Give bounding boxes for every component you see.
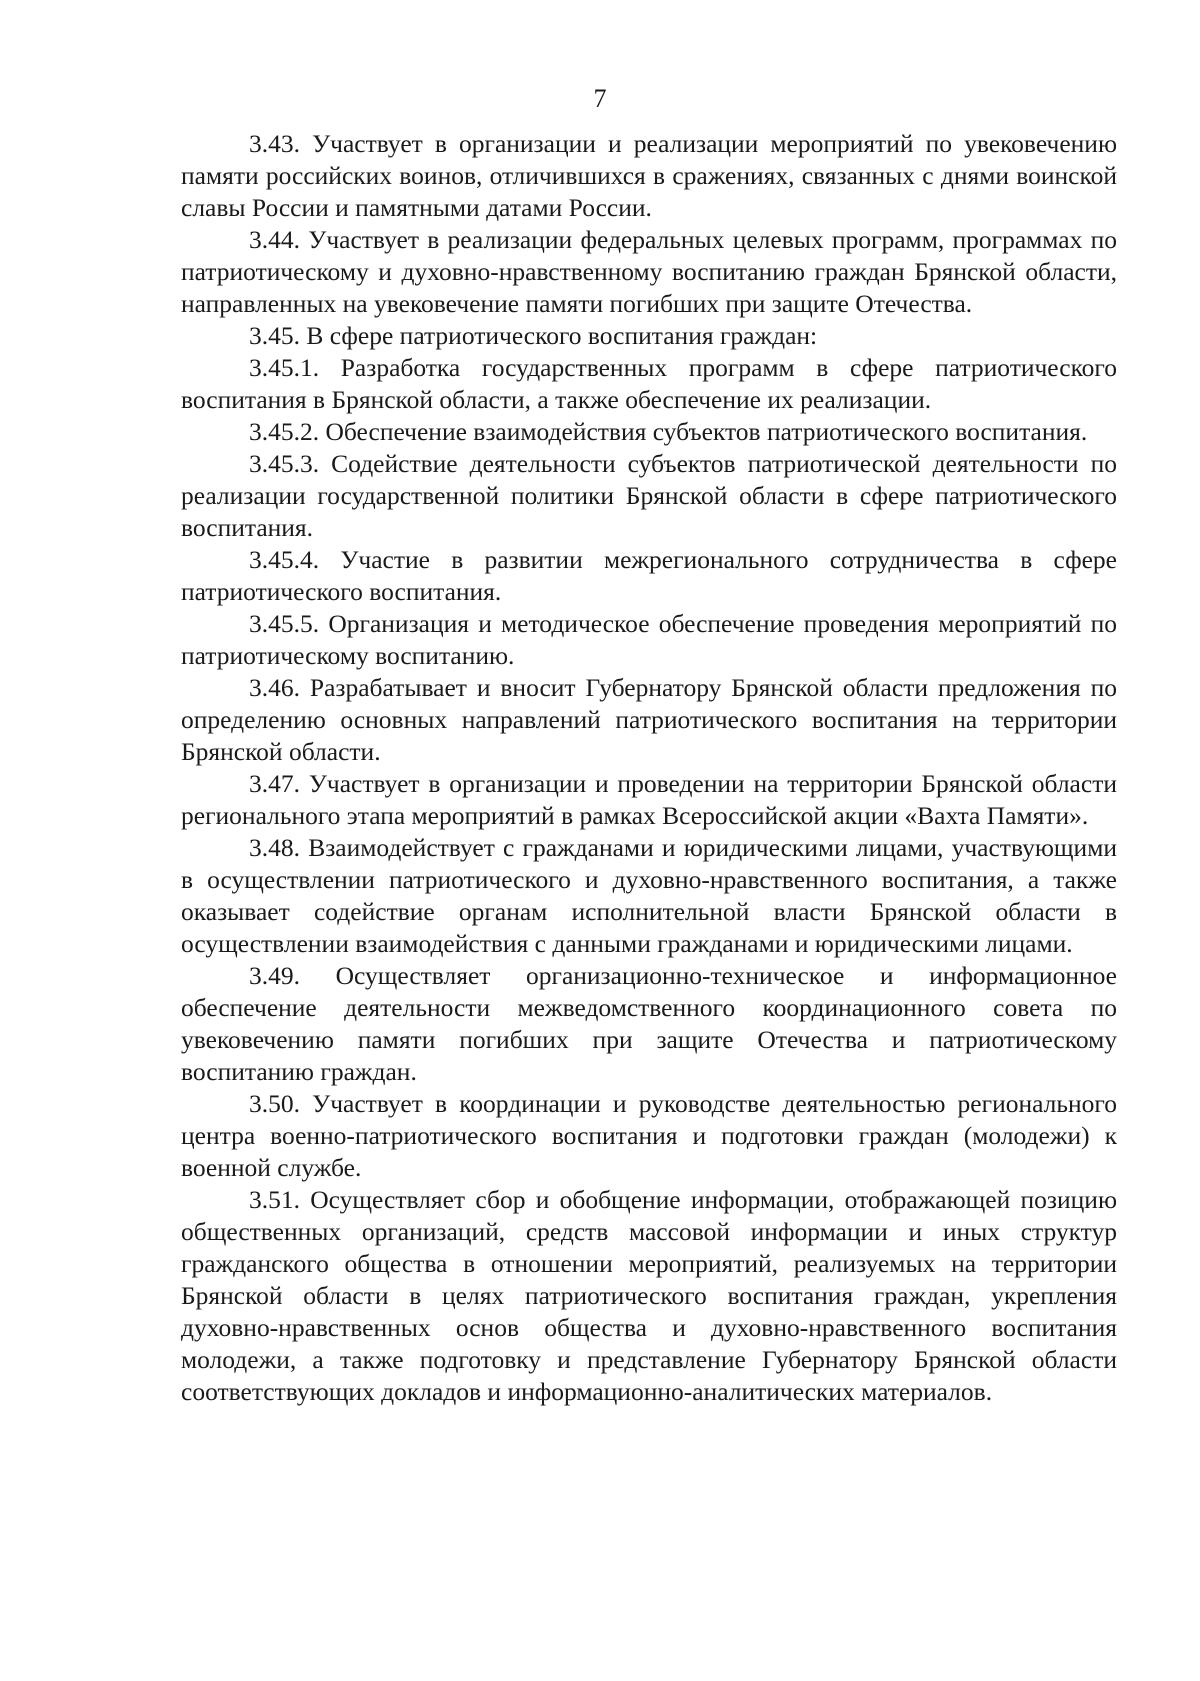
paragraph-3-50: 3.50. Участвует в координации и руководстве деятельностью регионального центра военно-патриотического воспитания и подготовки граждан (молодежи) к военной службе. <box>181 1089 1117 1182</box>
paragraph-3-49: 3.49. Осуществляет организационно-техническое и информационное обеспечение деятельности межведомственного координационного совета по увековечению памяти погибших при защите Отечества и патриотическому воспитанию граждан. <box>181 961 1117 1086</box>
paragraph-3-51: 3.51. Осуществляет сбор и обобщение информации, отображающей позицию общественных организаций, средств массовой информации и иных структур гражданского общества в отношении мероприятий, реализуемых на территории Брянской области в целях патриотического воспитания граждан, укрепления духовно-нравственных основ общества и духовно-нравственного воспитания молодежи, а также подготовку и представление Губернатору Брянской области соответствующих докладов и информационно-аналитических материалов. <box>181 1185 1117 1406</box>
paragraph-3-46: 3.46. Разрабатывает и вносит Губернатору Брянской области предложения по определению основных направлений патриотического воспитания на территории Брянской области. <box>181 673 1117 766</box>
paragraph-3-45-5: 3.45.5. Организация и методическое обеспечение проведения мероприятий по патриотическому воспитанию. <box>181 609 1117 670</box>
paragraph-3-45-2: 3.45.2. Обеспечение взаимодействия субъектов патриотического воспитания. <box>249 417 1088 446</box>
paragraph-3-48: 3.48. Взаимодействует с гражданами и юридическими лицами, участвующими в осуществлении патриотического и духовно-нравственного воспитания, а также оказывает содействие органам исполнительной власти Брянской области в осуществлении взаимодействия с данными гражданами и юридическими лицами. <box>181 833 1117 958</box>
paragraph-3-45-1: 3.45.1. Разработка государственных программ в сфере патриотического воспитания в Брянской области, а также обеспечение их реализации. <box>181 353 1117 414</box>
paragraph-3-45: 3.45. В сфере патриотического воспитания граждан: <box>249 321 818 350</box>
paragraph-3-45-4: 3.45.4. Участие в развитии межрегионального сотрудничества в сфере патриотического воспитания. <box>181 545 1117 606</box>
paragraph-3-45-3: 3.45.3. Содействие деятельности субъектов патриотической деятельности по реализации государственной политики Брянской области в сфере патриотического воспитания. <box>181 449 1117 542</box>
document-body <box>181 128 1117 1408</box>
page-number: 7 <box>593 84 607 113</box>
paragraph-3-47: 3.47. Участвует в организации и проведении на территории Брянской области регионального этапа мероприятий в рамках Всероссийской акции «Вахта Памяти». <box>181 769 1117 830</box>
paragraph-3-43: 3.43. Участвует в организации и реализации мероприятий по увековечению памяти российских воинов, отличившихся в сражениях, связанных с днями воинской славы России и памятными датами России. <box>181 129 1117 222</box>
paragraph-3-44: 3.44. Участвует в реализации федеральных целевых программ, программах по патриотическому и духовно-нравственному воспитанию граждан Брянской области, направленных на увековечение памяти погибших при защите Отечества. <box>181 225 1117 318</box>
